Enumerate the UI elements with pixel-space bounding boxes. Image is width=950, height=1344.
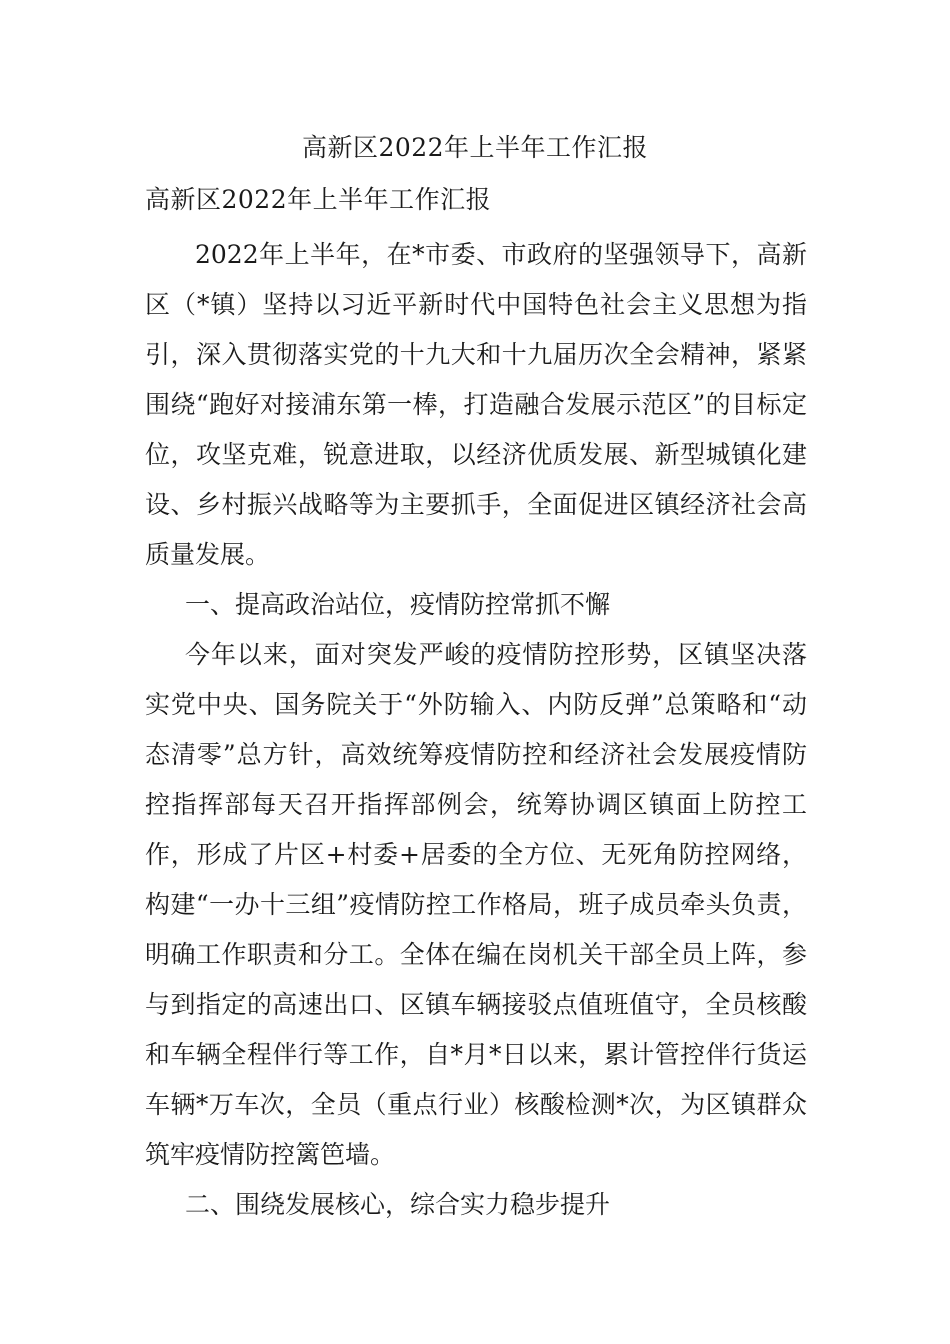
document-body [145, 230, 807, 1230]
intro-paragraph: 2022年上半年，在*市委、市政府的坚强领导下，高新区（*镇）坚持以习近平新时代中国特色社会主义思想为指引，深入贯彻落实党的十九大和十九届历次全会精神，紧紧围绕“跑好对接浦东第一棒，打造融合发展示范区”的目标定位，攻坚克难，锐意进取，以经济优质发展、新型城镇化建设、乡村振兴战略等为主要抓手，全面促进区镇经济社会高质量发展。 [145, 240, 807, 569]
section-body-1: 今年以来，面对突发严峻的疫情防控形势，区镇坚决落实党中央、国务院关于“外防输入、内防反弹”总策略和“动态清零”总方针，高效统筹疫情防控和经济社会发展疫情防控指挥部每天召开指挥部例会，统筹协调区镇面上防控工作，形成了片区+村委+居委的全方位、无死角防控网络，构建“一办十三组”疫情防控工作格局，班子成员牵头负责，明确工作职责和分工。全体在编在岗机关干部全员上阵，参与到指定的高速出口、区镇车辆接驳点值班值守，全员核酸和车辆全程伴行等工作，自*月*日以来，累计管控伴行货运车辆*万车次，全员（重点行业）核酸检测*次，为区镇群众筑牢疫情防控篱笆墙。 [145, 640, 807, 1169]
document-subtitle: 高新区2022年上半年工作汇报 [145, 185, 492, 214]
section-heading-2: 二、围绕发展核心，综合实力稳步提升 [185, 1190, 611, 1219]
document-title: 高新区2022年上半年工作汇报 [301, 133, 649, 162]
section-heading-1: 一、提高政治站位，疫情防控常抓不懈 [185, 590, 611, 619]
